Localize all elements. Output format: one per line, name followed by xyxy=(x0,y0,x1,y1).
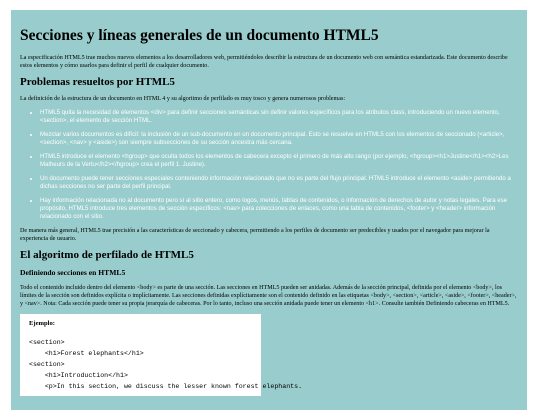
list-item: • Mezclar varios documentos es difícil: la inclusión de un sub-documento en un documento principal. Esto se resuelve en HTML5 con los elementos de seccionado (<article>, <section>, <nav> y <aside>) son siempre subsecciones de su sección ancestra más cercana. xyxy=(40,131,518,147)
list-item: • Hay información relacionada no al documento pero sí al sitio entero, como logos, menús, tablas de contenidos, o información de derechos de autor y notas legales. Para ese propósito, HTML5 introduce tres elementos de sección específicos: <nav> para colecciones de enlaces, como una tabla de contenidos, <footer> y <header> información relacionado con el sitio. xyxy=(40,197,518,221)
subsection-heading: Definiendo secciones en HTML5 xyxy=(20,268,126,277)
list-item: • Un documento puede tener secciones especiales conteniendo información relacionado que no es parte del flujo principal. HTML5 introduce el elemento <aside> permitiendo a dichas secciones no ser parte del perfil principal. xyxy=(40,175,518,191)
code-example-box xyxy=(20,314,303,396)
sections-paragraph: Todo el contenido incluido dentro del elemento <body> es parte de una sección. Las secciones en HTML5 pueden ser anidadas. Además de la sección principal, definida por el elemento <body>, los límites de la sección son definidos explícita o implícitamente. Las secciones definidas explícitamente son el contenido definido en las etiquetas <body>, <section>, <article>, <aside>, <footer>, <header>, y <nav>. Nota: Cada sección puede tener su propia jerarquía de cabeceras. Por lo tanto, incluso una sección anidada puede tener un elemento <h1>. Consulte también Definiendo cabeceras en HTML5. xyxy=(20,285,517,307)
list-item: • HTML5 quita la necesidad de elementos <div> para definir secciones semánticas sin definir valores específicos para los atributos class, introduciendo un nuevo elemento, <section>, el elemento de sección HTML. xyxy=(40,109,518,125)
code-line: <section> xyxy=(29,361,65,368)
section-heading-problems: Problemas resueltos por HTML5 xyxy=(20,76,175,88)
code-line: <h1>Forest elephants</h1> xyxy=(29,350,144,357)
example-title: Ejemplo: xyxy=(29,320,56,327)
intro-paragraph: La especificación HTML5 trae muchos nuevos elementos a los desarrolladores web, permitiéndoles describir la estructura de un documento web con semántica estandarizada. Este documento describe estos elementos y cómo usarlos para definir el perfil de cualquier documento. xyxy=(20,55,508,69)
section-heading-algorithm: El algoritmo de perfilado de HTML5 xyxy=(20,249,194,261)
problems-list xyxy=(20,109,518,221)
code-line: <p>In this section, we discuss the lesser known forest elephants. xyxy=(29,383,303,390)
problems-paragraph: La definición de la estructura de un documento en HTML 4 y su algoritmo de perfilado es muy tosco y genera numerosos problemas: xyxy=(20,96,346,102)
code-line: <h1>Introduction</h1> xyxy=(29,372,128,379)
document-page xyxy=(11,10,527,410)
list-item: • HTML5 introduce el elemento <hgroup> que oculta todos los elementos de cabecera excepto el primero de más alto rango (por ejemplo, <hgroup><h1>Justine</h1><h2>Les Malheurs de la Vertu</h2></hgroup> crea el perfil 1. Justine). xyxy=(40,153,518,169)
closing-paragraph: De manera más general, HTML5 trae precisión a las características de seccionado y cabecera, permitiendo a los perfiles de documento ser predecibles y usados por el navegador para mejorar la experiencia de usuario. xyxy=(20,228,490,242)
page-title: Secciones y líneas generales de un documento HTML5 xyxy=(20,27,379,44)
code-line: <section> xyxy=(29,339,65,346)
